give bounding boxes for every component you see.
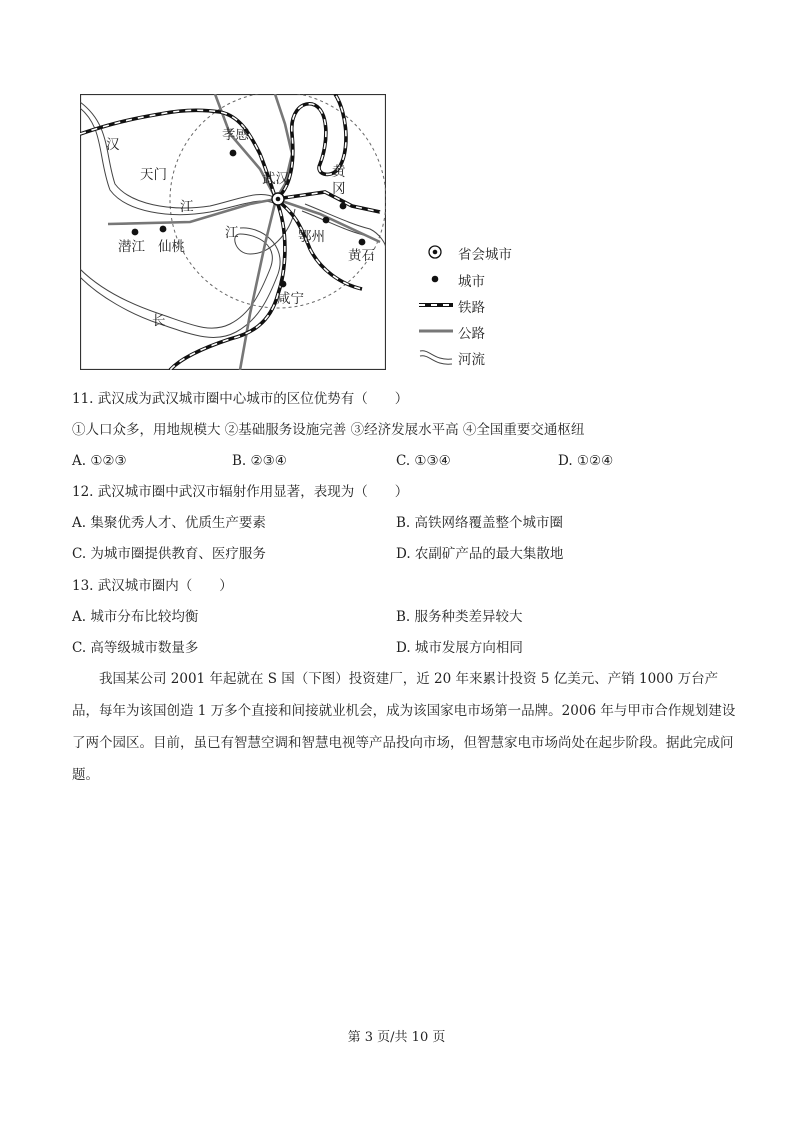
railway-icon (418, 295, 454, 315)
legend-label-highway: 公路 (458, 326, 485, 342)
reading-passage (72, 663, 737, 791)
legend-label-city: 城市 (458, 274, 485, 290)
question-11-option-c[interactable]: C. ①③④ (396, 453, 451, 469)
wuhan-city-circle-map (80, 94, 386, 370)
legend-item-capital (418, 242, 548, 262)
question-12-option-d[interactable]: D. 农副矿产品的最大集散地 (396, 546, 564, 562)
map-legend (418, 242, 548, 372)
legend-item-highway (418, 321, 548, 341)
label-huanggang: 黄冈 (332, 164, 346, 197)
label-xianning: 咸宁 (277, 291, 304, 307)
label-han: 汉 (106, 137, 120, 153)
question-11-statements: ①人口众多，用地规模大 ②基础服务设施完善 ③经济发展水平高 ④全国重要交通枢纽 (72, 422, 585, 438)
qianjiang-dot (132, 229, 139, 236)
xiaogan-dot (230, 150, 237, 157)
question-11-option-d[interactable]: D. ①②④ (558, 453, 614, 469)
label-huangshi: 黄石 (348, 248, 375, 264)
question-12-option-c[interactable]: C. 为城市圈提供教育、医疗服务 (72, 546, 266, 562)
legend-label-river: 河流 (458, 352, 485, 368)
question-11-option-b[interactable]: B. ②③④ (232, 453, 287, 469)
question-13-option-b[interactable]: B. 服务种类差异较大 (396, 609, 523, 625)
label-xiaogan: 孝感 (222, 127, 249, 143)
question-13-stem: 13. 武汉城市圈内（ ） (72, 578, 233, 594)
legend-item-railway (418, 295, 548, 315)
question-12-stem: 12. 武汉城市圈中武汉市辐射作用显著，表现为（ ） (72, 484, 409, 500)
river-icon (418, 347, 454, 367)
xianning-dot (280, 281, 287, 288)
question-12-option-b[interactable]: B. 高铁网络覆盖整个城市圈 (396, 515, 564, 531)
xiantao-dot (160, 226, 167, 233)
legend-label-capital: 省会城市 (458, 247, 512, 263)
label-tianmen: 天门 (140, 167, 167, 183)
label-jiang-1: 江 (180, 199, 194, 215)
huangshi-dot (359, 239, 366, 246)
question-13-option-d[interactable]: D. 城市发展方向相同 (396, 640, 523, 656)
question-11-option-a[interactable]: A. ①②③ (72, 453, 127, 469)
highway-icon (418, 321, 454, 341)
question-11-stem: 11. 武汉成为武汉城市圈中心城市的区位优势有（ ） (72, 391, 409, 407)
label-ezhou: 鄂州 (298, 229, 325, 245)
legend-item-river (418, 347, 548, 367)
provincial-capital-icon (420, 242, 450, 262)
label-qianjiang: 潜江 (118, 239, 145, 255)
legend-label-railway: 铁路 (458, 300, 485, 316)
page-number-footer: 第 3 页/共 10 页 (347, 1030, 446, 1045)
question-12-option-a[interactable]: A. 集聚优秀人才、优质生产要素 (72, 515, 266, 531)
ezhou-dot (323, 217, 330, 224)
huanggang-dot (340, 203, 347, 210)
reading-passage-text: 我国某公司 2001 年起就在 S 国（下图）投资建厂，近 20 年来累计投资 5 亿美元、产销 1000 万台产品，每年为该国创造 1 万多个直接和间接就业机会，成为该国家电市场第一品牌。2006 年与甲市合作规划建设了两个园区。目前，虽已有智慧空调和智慧电视等产品投向市场，但智慧家电市场尚处在起步阶段。据此完成问题。 (72, 671, 736, 783)
label-wuhan: 武汉 (262, 171, 289, 187)
city-dot-icon (420, 269, 450, 289)
wuhan-capital-icon (272, 193, 284, 205)
label-jiang-2: 江 (225, 225, 239, 241)
question-13-option-c[interactable]: C. 高等级城市数量多 (72, 640, 199, 656)
label-xiantao: 仙桃 (158, 239, 185, 255)
legend-item-city (418, 269, 548, 289)
question-13-option-a[interactable]: A. 城市分布比较均衡 (72, 609, 199, 625)
label-chang: 长 (152, 313, 166, 329)
